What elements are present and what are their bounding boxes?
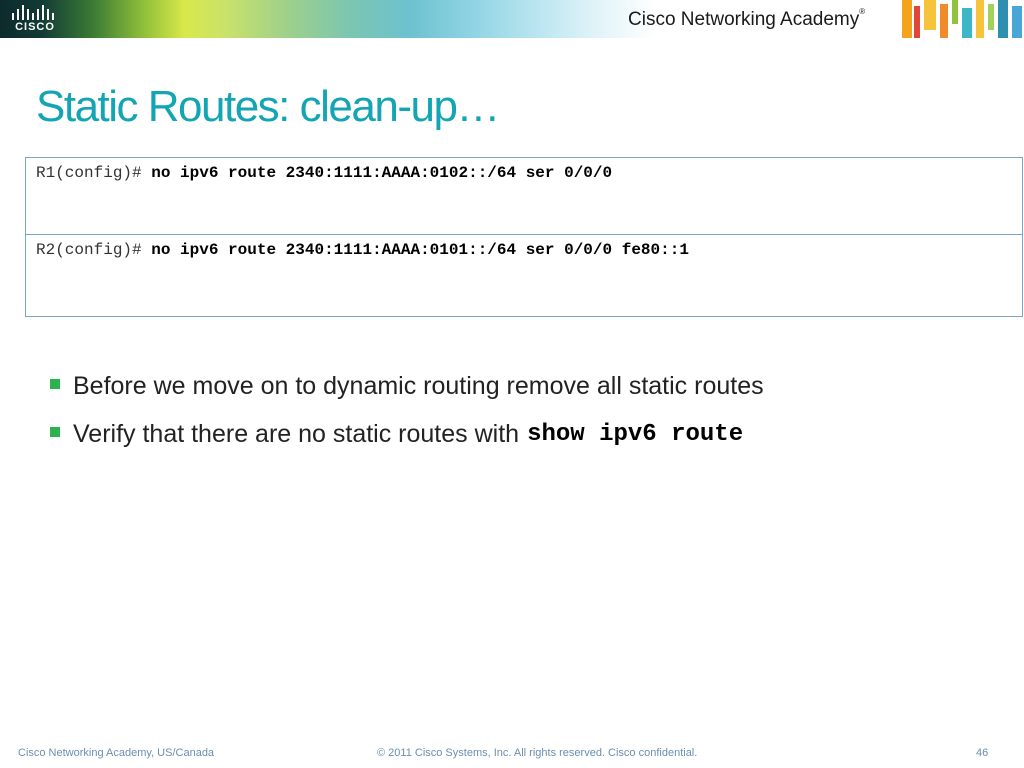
square-bullet-icon [50,379,60,389]
academy-title [628,9,865,31]
bullet-list [50,362,764,458]
footer-copyright: © 2011 Cisco Systems, Inc. All rights reserved. Cisco confidential. [377,747,698,759]
page-title: Static Routes: clean-up… [36,82,499,131]
cisco-bars-icon [11,4,57,20]
code-command: no ipv6 route 2340:1111:AAAA:0102::/64 ser 0/0/0 [151,164,613,182]
code-box [25,157,1023,317]
code-command: no ipv6 route 2340:1111:AAAA:0101::/64 ser 0/0/0 fe80::1 [151,241,689,259]
bullet-item [50,362,764,410]
code-prompt: R1(config)# [36,164,142,182]
cisco-logo [6,4,62,34]
bullet-code: show ipv6 route [527,420,744,448]
bullet-text: Before we move on to dynamic routing remove all static routes [73,371,764,400]
code-row-r1 [26,158,1022,235]
academy-title-text: Cisco Networking Academy [628,9,860,30]
square-bullet-icon [50,427,60,437]
bullet-text: Verify that there are no static routes with [73,419,520,448]
cisco-logo-text: CISCO [15,21,55,33]
page-number: 46 [976,747,989,759]
decorative-stripes [900,0,1024,38]
trademark-mark: ® [859,7,866,16]
header-banner [0,0,1024,38]
code-prompt: R2(config)# [36,241,142,259]
bullet-item [50,410,764,458]
footer-left-text: Cisco Networking Academy, US/Canada [18,747,215,759]
code-row-r2 [26,235,1022,317]
